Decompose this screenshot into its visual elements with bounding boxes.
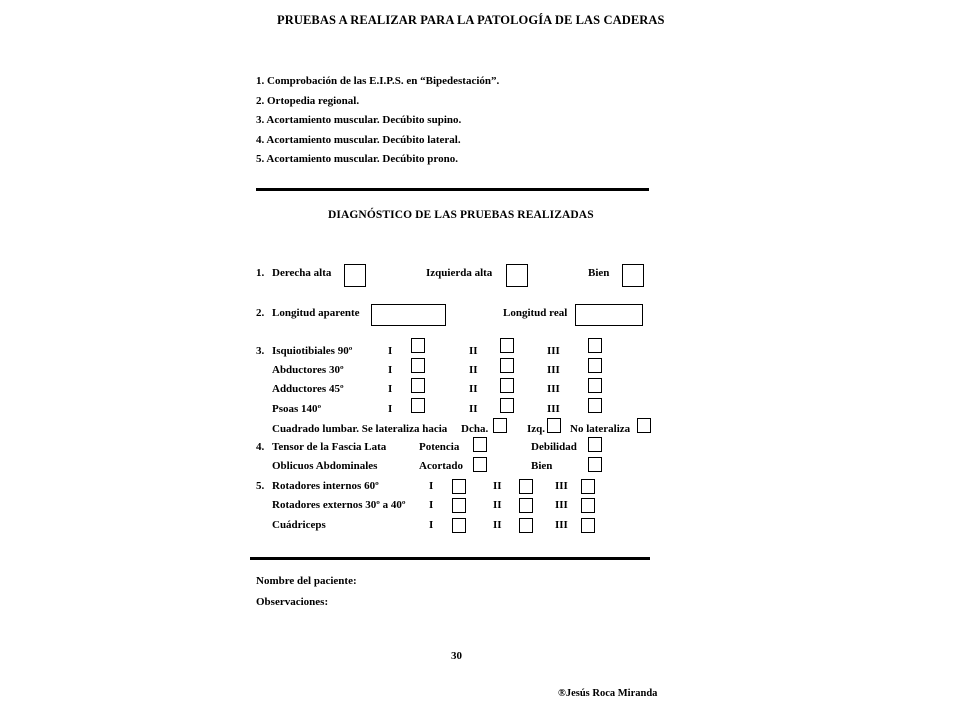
divider bbox=[250, 557, 650, 560]
grade-checkbox[interactable] bbox=[588, 338, 602, 353]
grade-checkbox[interactable] bbox=[500, 378, 514, 393]
grade-checkbox[interactable] bbox=[411, 398, 425, 413]
grade-label: I bbox=[388, 403, 393, 415]
list-item: 3. Acortamiento muscular. Decúbito supino. bbox=[256, 114, 462, 126]
grade-checkbox[interactable] bbox=[519, 479, 533, 494]
grade-label: I bbox=[429, 480, 434, 492]
muscle-label: Adductores 45º bbox=[272, 383, 344, 395]
muscle-label: Abductores 30º bbox=[272, 364, 344, 376]
label-longitud-aparente: Longitud aparente bbox=[272, 307, 360, 319]
row-number: 2. bbox=[256, 307, 265, 319]
grade-checkbox[interactable] bbox=[452, 518, 466, 533]
checkbox-derecha-alta[interactable] bbox=[344, 264, 366, 287]
list-item: 5. Acortamiento muscular. Decúbito prono. bbox=[256, 153, 458, 165]
tensor-label: Tensor de la Fascia Lata bbox=[272, 441, 387, 453]
grade-checkbox[interactable] bbox=[411, 378, 425, 393]
bien-label: Bien bbox=[531, 460, 553, 472]
no-lateraliza-label: No lateraliza bbox=[570, 423, 631, 435]
longitud-aparente-field[interactable] bbox=[371, 304, 446, 326]
muscle-label: Rotadores externos 30º a 40º bbox=[272, 499, 406, 511]
grade-checkbox[interactable] bbox=[588, 378, 602, 393]
label-derecha-alta: Derecha alta bbox=[272, 267, 332, 279]
observations-label: Observaciones: bbox=[256, 596, 329, 608]
grade-checkbox[interactable] bbox=[500, 398, 514, 413]
cuadrado-lumbar-label: Cuadrado lumbar. Se lateraliza hacia bbox=[272, 423, 448, 435]
no-lateraliza-checkbox[interactable] bbox=[637, 418, 651, 433]
grade-checkbox[interactable] bbox=[411, 358, 425, 373]
grade-checkbox[interactable] bbox=[452, 479, 466, 494]
grade-checkbox[interactable] bbox=[519, 518, 533, 533]
dcha-label: Dcha. bbox=[461, 423, 489, 435]
grade-label: II bbox=[493, 499, 502, 511]
grade-label: I bbox=[388, 383, 393, 395]
grade-label: II bbox=[469, 364, 478, 376]
list-item: 2. Ortopedia regional. bbox=[256, 95, 360, 107]
acortado-checkbox[interactable] bbox=[473, 457, 487, 472]
row-number: 3. bbox=[256, 345, 265, 357]
muscle-label: Isquiotibiales 90º bbox=[272, 345, 353, 357]
grade-label: III bbox=[547, 345, 560, 357]
checkbox-bien[interactable] bbox=[622, 264, 644, 287]
grade-label: I bbox=[429, 499, 434, 511]
grade-checkbox[interactable] bbox=[581, 518, 595, 533]
grade-label: I bbox=[429, 519, 434, 531]
muscle-label: Rotadores internos 60º bbox=[272, 480, 379, 492]
row-number: 5. bbox=[256, 480, 265, 492]
muscle-label: Psoas 140º bbox=[272, 403, 322, 415]
grade-checkbox[interactable] bbox=[588, 358, 602, 373]
grade-label: III bbox=[555, 499, 568, 511]
grade-label: III bbox=[555, 519, 568, 531]
list-item: 1. Comprobación de las E.I.P.S. en “Bipedestación”. bbox=[256, 75, 500, 87]
row-number: 4. bbox=[256, 441, 265, 453]
debilidad-label: Debilidad bbox=[531, 441, 577, 453]
izq-checkbox[interactable] bbox=[547, 418, 561, 433]
grade-checkbox[interactable] bbox=[411, 338, 425, 353]
grade-label: I bbox=[388, 364, 393, 376]
grade-label: III bbox=[555, 480, 568, 492]
debilidad-checkbox[interactable] bbox=[588, 437, 602, 452]
list-item: 4. Acortamiento muscular. Decúbito lateral. bbox=[256, 134, 461, 146]
page-title: PRUEBAS A REALIZAR PARA LA PATOLOGÍA DE LAS CADERAS bbox=[277, 13, 665, 27]
muscle-label: Cuádriceps bbox=[272, 519, 326, 531]
oblicuos-label: Oblicuos Abdominales bbox=[272, 460, 378, 472]
row-number: 1. bbox=[256, 267, 265, 279]
grade-label: II bbox=[469, 345, 478, 357]
label-bien: Bien bbox=[588, 267, 610, 279]
grade-label: II bbox=[469, 383, 478, 395]
grade-checkbox[interactable] bbox=[500, 358, 514, 373]
grade-checkbox[interactable] bbox=[581, 479, 595, 494]
grade-checkbox[interactable] bbox=[588, 398, 602, 413]
acortado-label: Acortado bbox=[419, 460, 463, 472]
bien-checkbox[interactable] bbox=[588, 457, 602, 472]
page-number: 30 bbox=[451, 650, 462, 662]
grade-label: III bbox=[547, 403, 560, 415]
grade-checkbox[interactable] bbox=[581, 498, 595, 513]
checkbox-izquierda-alta[interactable] bbox=[506, 264, 528, 287]
potencia-label: Potencia bbox=[419, 441, 460, 453]
divider bbox=[256, 188, 649, 191]
grade-label: II bbox=[493, 480, 502, 492]
grade-label: III bbox=[547, 364, 560, 376]
grade-checkbox[interactable] bbox=[500, 338, 514, 353]
grade-label: III bbox=[547, 383, 560, 395]
patient-name-label: Nombre del paciente: bbox=[256, 575, 357, 587]
dcha-checkbox[interactable] bbox=[493, 418, 507, 433]
grade-label: II bbox=[493, 519, 502, 531]
grade-checkbox[interactable] bbox=[452, 498, 466, 513]
izq-label: Izq. bbox=[527, 423, 546, 435]
section-title: DIAGNÓSTICO DE LAS PRUEBAS REALIZADAS bbox=[328, 209, 594, 221]
grade-checkbox[interactable] bbox=[519, 498, 533, 513]
copyright: ®Jesús Roca Miranda bbox=[558, 688, 658, 699]
grade-label: II bbox=[469, 403, 478, 415]
label-izquierda-alta: Izquierda alta bbox=[426, 267, 493, 279]
longitud-real-field[interactable] bbox=[575, 304, 643, 326]
label-longitud-real: Longitud real bbox=[503, 307, 568, 319]
potencia-checkbox[interactable] bbox=[473, 437, 487, 452]
grade-label: I bbox=[388, 345, 393, 357]
